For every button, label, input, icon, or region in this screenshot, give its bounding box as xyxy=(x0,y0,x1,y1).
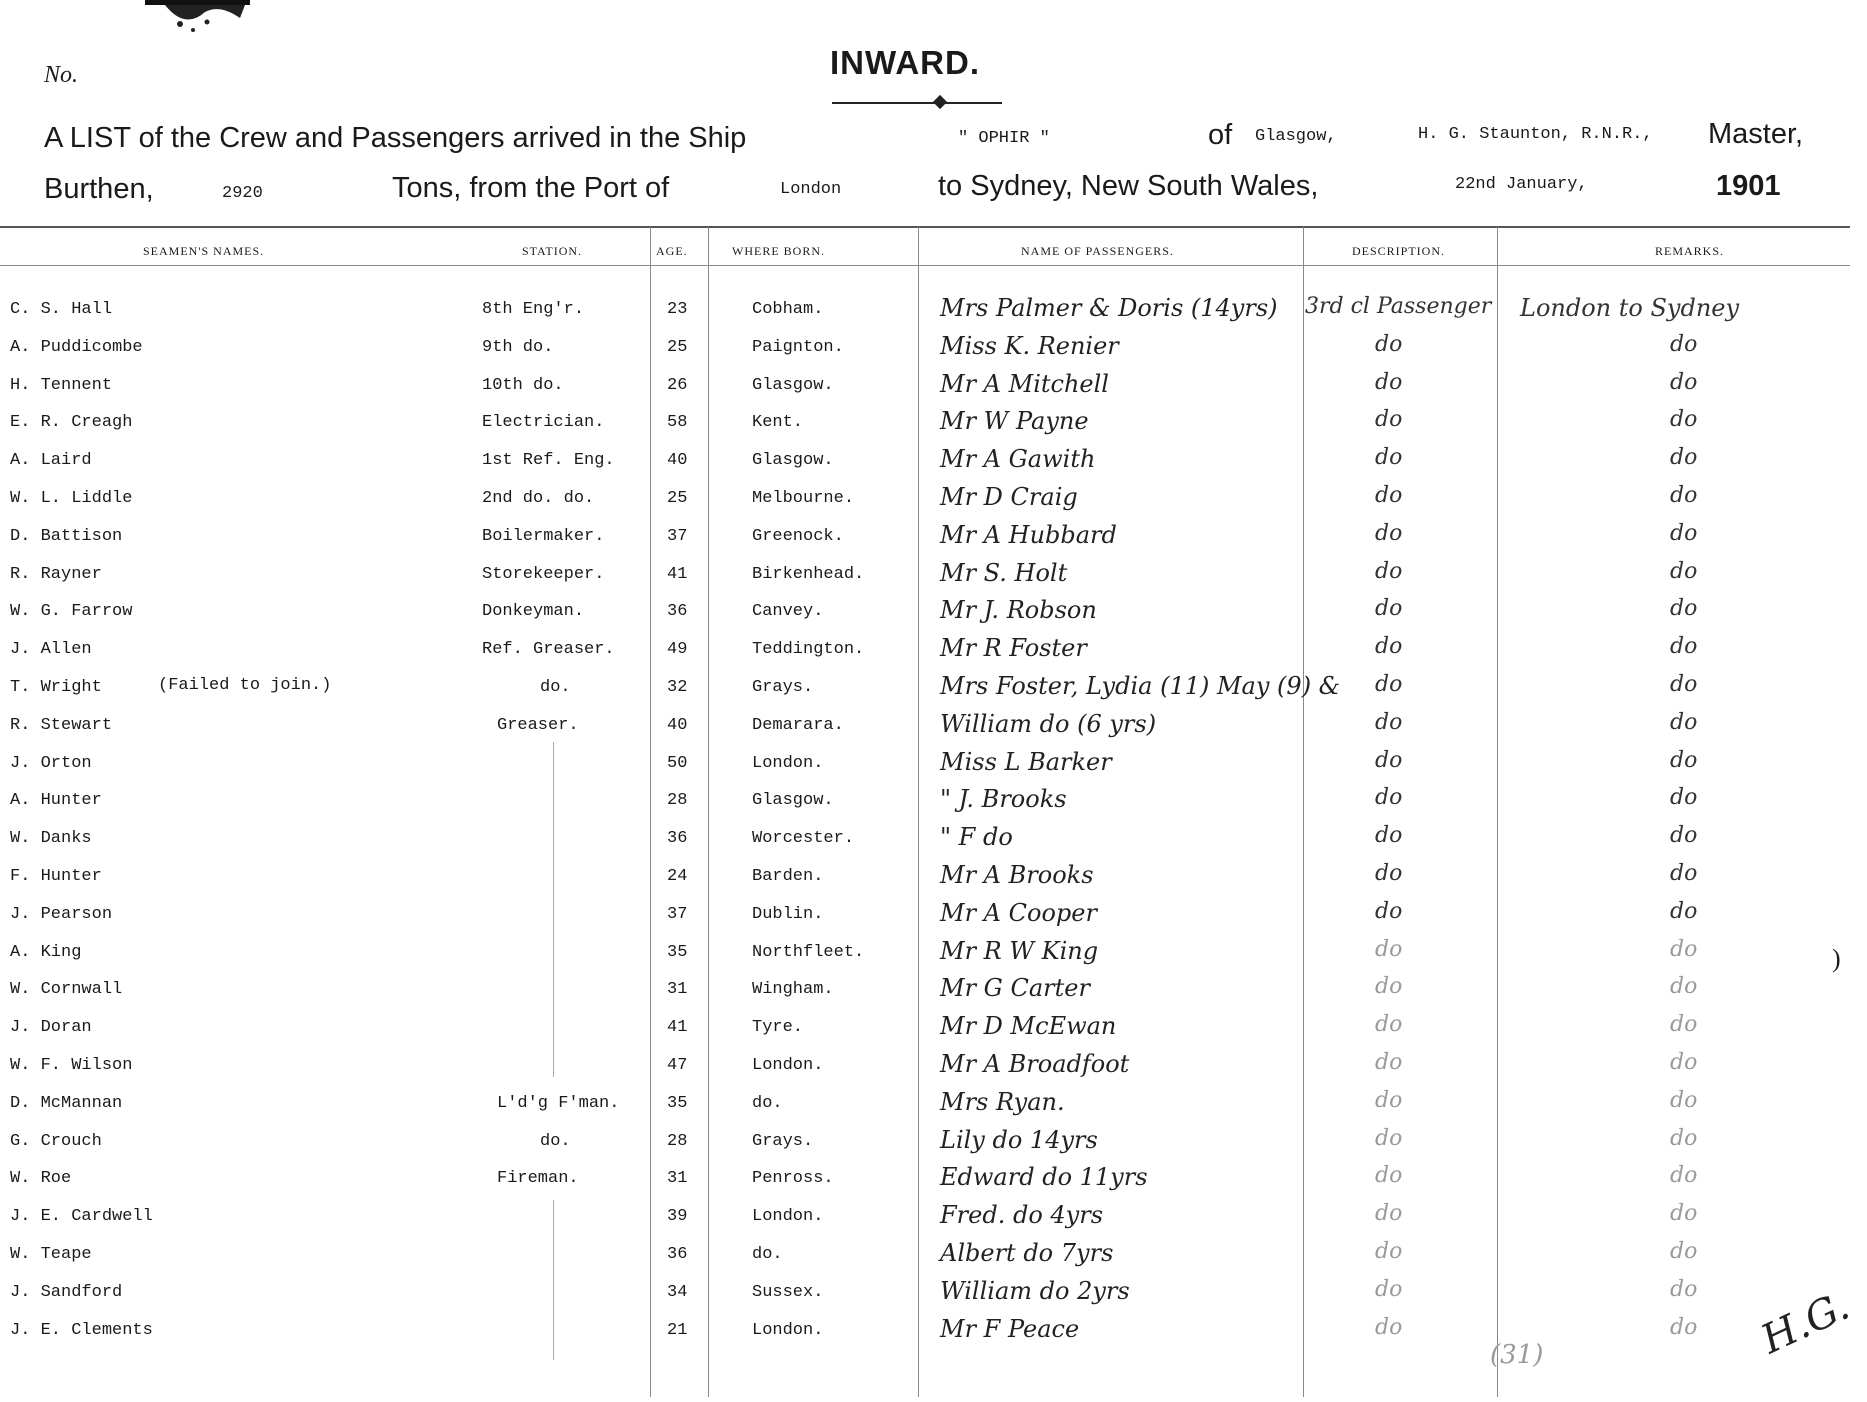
seaman-station: L'd'g F'man. xyxy=(497,1094,620,1113)
table-top-rule xyxy=(0,226,1850,228)
passenger-remarks: do xyxy=(1670,1012,1698,1037)
passenger-remarks: do xyxy=(1670,710,1698,735)
column-divider xyxy=(918,227,919,1397)
passenger-description: do xyxy=(1375,1315,1403,1340)
header-line1-text: A LIST of the Crew and Passengers arrived in the Ship xyxy=(44,122,747,154)
seaman-station: Storekeeper. xyxy=(482,565,605,584)
seaman-station: Fireman. xyxy=(497,1169,579,1188)
margin-bracket-mark: ) xyxy=(1832,944,1841,973)
seaman-station: Greaser. xyxy=(497,716,579,735)
burthen-label: Burthen, xyxy=(44,173,154,205)
passenger-name: Miss K. Renier xyxy=(940,332,1119,360)
passenger-remarks: do xyxy=(1670,1163,1698,1188)
seaman-name: W. Cornwall xyxy=(10,980,123,999)
birthplace: Worcester. xyxy=(752,829,855,848)
column-header-remarks: REMARKS. xyxy=(1655,244,1725,258)
birthplace: Grays. xyxy=(752,678,814,697)
seaman-name: J. E. Cardwell xyxy=(10,1207,153,1226)
seaman-station: Boilermaker. xyxy=(482,527,605,546)
passenger-description: do xyxy=(1375,974,1403,999)
column-header-description: DESCRIPTION. xyxy=(1352,244,1446,258)
seaman-station: do. xyxy=(540,1132,571,1151)
seaman-age: 31 xyxy=(667,1169,688,1188)
seaman-station: Donkeyman. xyxy=(482,602,585,621)
seaman-note: (Failed to join.) xyxy=(158,676,332,695)
birthplace: Birkenhead. xyxy=(752,565,865,584)
passenger-description: do xyxy=(1375,1050,1403,1075)
seaman-age: 41 xyxy=(667,1018,688,1037)
passenger-remarks: do xyxy=(1670,974,1698,999)
passenger-remarks: do xyxy=(1670,634,1698,659)
birthplace: Northfleet. xyxy=(752,943,865,962)
passenger-name: Mr S. Holt xyxy=(940,559,1068,587)
passenger-remarks: do xyxy=(1670,1088,1698,1113)
page-count-mark: (31) xyxy=(1490,1340,1544,1370)
passenger-description: do xyxy=(1375,1201,1403,1226)
passenger-name: Albert do 7yrs xyxy=(940,1239,1114,1267)
passenger-remarks: do xyxy=(1670,370,1698,395)
column-divider xyxy=(650,227,651,1397)
passenger-name: Mr G Carter xyxy=(940,974,1090,1002)
of-label: of xyxy=(1208,119,1233,151)
passenger-remarks: do xyxy=(1670,1239,1698,1264)
birthplace: Glasgow. xyxy=(752,791,834,810)
passenger-name: Mr A Gawith xyxy=(940,445,1096,473)
passenger-description: do xyxy=(1375,559,1403,584)
seaman-name: J. Orton xyxy=(10,754,92,773)
seaman-name: R. Rayner xyxy=(10,565,102,584)
seaman-name: A. Puddicombe xyxy=(10,338,143,357)
passenger-remarks: do xyxy=(1670,937,1698,962)
passenger-remarks: London to Sydney xyxy=(1520,294,1740,322)
seaman-name: H. Tennent xyxy=(10,376,113,395)
passenger-name: William do (6 yrs) xyxy=(940,710,1157,738)
birthplace: Cobham. xyxy=(752,300,824,319)
seaman-age: 36 xyxy=(667,829,688,848)
passenger-description: do xyxy=(1375,710,1403,735)
birthplace: Penross. xyxy=(752,1169,834,1188)
tons-from-label: Tons, from the Port of xyxy=(392,172,670,204)
birthplace: Wingham. xyxy=(752,980,834,999)
seaman-station: 1st Ref. Eng. xyxy=(482,451,615,470)
seaman-station: do. xyxy=(540,678,571,697)
passenger-name: Mr D Craig xyxy=(940,483,1078,511)
seaman-name: E. R. Creagh xyxy=(10,413,133,432)
passenger-name: Mr F Peace xyxy=(940,1315,1080,1343)
passenger-description: do xyxy=(1375,483,1403,508)
seaman-name: D. Battison xyxy=(10,527,123,546)
passenger-remarks: do xyxy=(1670,596,1698,621)
seaman-age: 28 xyxy=(667,791,688,810)
passenger-name: William do 2yrs xyxy=(940,1277,1130,1305)
passenger-remarks: do xyxy=(1670,483,1698,508)
ditto-line xyxy=(553,1200,554,1360)
seaman-age: 31 xyxy=(667,980,688,999)
passenger-description: do xyxy=(1375,899,1403,924)
seaman-age: 37 xyxy=(667,905,688,924)
passenger-name: Mr A Brooks xyxy=(940,861,1094,889)
passenger-description: do xyxy=(1375,1239,1403,1264)
seaman-age: 21 xyxy=(667,1321,688,1340)
birthplace: Kent. xyxy=(752,413,804,432)
passenger-remarks: do xyxy=(1670,785,1698,810)
ink-stamp-fragment xyxy=(145,0,250,36)
passenger-description: do xyxy=(1375,1163,1403,1188)
seaman-age: 32 xyxy=(667,678,688,697)
seaman-age: 28 xyxy=(667,1132,688,1151)
seaman-name: A. King xyxy=(10,943,82,962)
birthplace: Sussex. xyxy=(752,1283,824,1302)
passenger-name: Mr A Cooper xyxy=(940,899,1097,927)
title-ornament xyxy=(933,95,947,109)
passenger-description: do xyxy=(1375,332,1403,357)
seaman-name: W. Roe xyxy=(10,1169,72,1188)
seaman-age: 49 xyxy=(667,640,688,659)
seaman-station: Ref. Greaser. xyxy=(482,640,615,659)
seaman-age: 35 xyxy=(667,943,688,962)
date: 22nd January, xyxy=(1455,175,1588,194)
passenger-description: do xyxy=(1375,785,1403,810)
passenger-name: Mrs Palmer & Doris (14yrs) xyxy=(940,294,1278,322)
passenger-description: do xyxy=(1375,672,1403,697)
birthplace: do. xyxy=(752,1245,783,1264)
passenger-description: do xyxy=(1375,1277,1403,1302)
passenger-description: do xyxy=(1375,748,1403,773)
birthplace: Melbourne. xyxy=(752,489,855,508)
seaman-age: 47 xyxy=(667,1056,688,1075)
master-name: H. G. Staunton, R.N.R., xyxy=(1418,125,1653,144)
seaman-age: 25 xyxy=(667,338,688,357)
passenger-remarks: do xyxy=(1670,1050,1698,1075)
column-header-born: WHERE BORN. xyxy=(732,244,825,258)
seaman-station: 9th do. xyxy=(482,338,554,357)
seaman-station: 2nd do. do. xyxy=(482,489,595,508)
seaman-name: W. F. Wilson xyxy=(10,1056,133,1075)
birthplace: Demarara. xyxy=(752,716,844,735)
seaman-age: 23 xyxy=(667,300,688,319)
seaman-age: 36 xyxy=(667,1245,688,1264)
birthplace: Greenock. xyxy=(752,527,844,546)
initials-signature: H.G. xyxy=(1754,1282,1857,1364)
column-divider xyxy=(708,227,709,1397)
passenger-description: do xyxy=(1375,861,1403,886)
column-header-station: STATION. xyxy=(522,244,583,258)
form-number-label: No. xyxy=(44,62,79,88)
birthplace: London. xyxy=(752,1207,824,1226)
seaman-age: 40 xyxy=(667,451,688,470)
passenger-description: 3rd cl Passenger xyxy=(1305,294,1492,319)
birthplace: Teddington. xyxy=(752,640,865,659)
seaman-name: J. Doran xyxy=(10,1018,92,1037)
destination-label: to Sydney, New South Wales, xyxy=(938,170,1319,202)
port-from: London xyxy=(780,180,842,199)
passenger-name: " F do xyxy=(940,823,1013,851)
seaman-age: 39 xyxy=(667,1207,688,1226)
seaman-name: D. McMannan xyxy=(10,1094,123,1113)
port-of-registry: Glasgow, xyxy=(1255,127,1337,146)
passenger-remarks: do xyxy=(1670,672,1698,697)
seaman-name: J. Sandford xyxy=(10,1283,123,1302)
passenger-remarks: do xyxy=(1670,407,1698,432)
birthplace: Barden. xyxy=(752,867,824,886)
column-header-seamen: SEAMEN'S NAMES. xyxy=(143,244,265,258)
passenger-name: Mr A Mitchell xyxy=(940,370,1109,398)
passenger-name: " J. Brooks xyxy=(940,785,1067,813)
birthplace: London. xyxy=(752,754,824,773)
passenger-remarks: do xyxy=(1670,1277,1698,1302)
ship-name: " OPHIR " xyxy=(958,129,1050,148)
passenger-remarks: do xyxy=(1670,1126,1698,1151)
passenger-name: Edward do 11yrs xyxy=(940,1163,1148,1191)
tonnage: 2920 xyxy=(222,184,263,203)
seaman-age: 37 xyxy=(667,527,688,546)
seaman-age: 34 xyxy=(667,1283,688,1302)
passenger-description: do xyxy=(1375,634,1403,659)
seaman-name: R. Stewart xyxy=(10,716,113,735)
passenger-remarks: do xyxy=(1670,1201,1698,1226)
column-divider xyxy=(1303,227,1304,1397)
passenger-description: do xyxy=(1375,1126,1403,1151)
passenger-name: Mr A Broadfoot xyxy=(940,1050,1130,1078)
passenger-name: Lily do 14yrs xyxy=(940,1126,1098,1154)
seaman-station: 10th do. xyxy=(482,376,564,395)
seaman-age: 58 xyxy=(667,413,688,432)
column-header-age: AGE. xyxy=(656,244,688,258)
seaman-age: 41 xyxy=(667,565,688,584)
seaman-name: T. Wright xyxy=(10,678,102,697)
passenger-description: do xyxy=(1375,370,1403,395)
passenger-name: Mr R Foster xyxy=(940,634,1087,662)
birthplace: Canvey. xyxy=(752,602,824,621)
passenger-name: Mr J. Robson xyxy=(940,596,1097,624)
birthplace: Dublin. xyxy=(752,905,824,924)
passenger-name: Mr W Payne xyxy=(940,407,1089,435)
seaman-name: W. Teape xyxy=(10,1245,92,1264)
passenger-name: Mr R W King xyxy=(940,937,1099,965)
birthplace: Grays. xyxy=(752,1132,814,1151)
passenger-name: Mr A Hubbard xyxy=(940,521,1117,549)
table-header-rule xyxy=(0,265,1850,266)
seaman-station: Electrician. xyxy=(482,413,605,432)
seaman-station: 8th Eng'r. xyxy=(482,300,585,319)
seaman-name: W. Danks xyxy=(10,829,92,848)
column-divider xyxy=(1497,227,1498,1397)
page-title: INWARD. xyxy=(830,44,980,81)
birthplace: do. xyxy=(752,1094,783,1113)
birthplace: Glasgow. xyxy=(752,451,834,470)
birthplace: London. xyxy=(752,1056,824,1075)
master-label: Master, xyxy=(1708,118,1804,150)
passenger-description: do xyxy=(1375,937,1403,962)
seaman-age: 40 xyxy=(667,716,688,735)
seaman-name: W. L. Liddle xyxy=(10,489,133,508)
passenger-description: do xyxy=(1375,823,1403,848)
passenger-remarks: do xyxy=(1670,559,1698,584)
year: 1901 xyxy=(1716,170,1781,202)
passenger-remarks: do xyxy=(1670,445,1698,470)
seaman-name: C. S. Hall xyxy=(10,300,113,319)
passenger-description: do xyxy=(1375,445,1403,470)
seaman-age: 35 xyxy=(667,1094,688,1113)
passenger-name: Mrs Foster, Lydia (11) May (9) & xyxy=(940,672,1341,700)
passenger-description: do xyxy=(1375,1088,1403,1113)
passenger-name: Mr D McEwan xyxy=(940,1012,1117,1040)
passenger-remarks: do xyxy=(1670,823,1698,848)
seaman-name: F. Hunter xyxy=(10,867,102,886)
seaman-age: 25 xyxy=(667,489,688,508)
passenger-remarks: do xyxy=(1670,1315,1698,1340)
seaman-age: 36 xyxy=(667,602,688,621)
passenger-name: Mrs Ryan. xyxy=(940,1088,1065,1116)
seaman-age: 26 xyxy=(667,376,688,395)
title-underline xyxy=(832,102,1002,104)
seaman-name: J. Allen xyxy=(10,640,92,659)
passenger-remarks: do xyxy=(1670,899,1698,924)
birthplace: Tyre. xyxy=(752,1018,804,1037)
seaman-name: W. G. Farrow xyxy=(10,602,133,621)
seaman-name: J. Pearson xyxy=(10,905,113,924)
column-header-passengers: NAME OF PASSENGERS. xyxy=(1021,244,1174,258)
seaman-age: 24 xyxy=(667,867,688,886)
ditto-line xyxy=(553,742,554,1077)
birthplace: Paignton. xyxy=(752,338,844,357)
passenger-name: Miss L Barker xyxy=(940,748,1112,776)
passenger-remarks: do xyxy=(1670,332,1698,357)
seaman-age: 50 xyxy=(667,754,688,773)
seaman-name: G. Crouch xyxy=(10,1132,102,1151)
passenger-remarks: do xyxy=(1670,861,1698,886)
seaman-name: A. Hunter xyxy=(10,791,102,810)
passenger-remarks: do xyxy=(1670,748,1698,773)
passenger-description: do xyxy=(1375,407,1403,432)
passenger-name: Fred. do 4yrs xyxy=(940,1201,1104,1229)
seaman-name: A. Laird xyxy=(10,451,92,470)
passenger-description: do xyxy=(1375,521,1403,546)
birthplace: Glasgow. xyxy=(752,376,834,395)
birthplace: London. xyxy=(752,1321,824,1340)
passenger-description: do xyxy=(1375,1012,1403,1037)
passenger-description: do xyxy=(1375,596,1403,621)
seaman-name: J. E. Clements xyxy=(10,1321,153,1340)
passenger-remarks: do xyxy=(1670,521,1698,546)
